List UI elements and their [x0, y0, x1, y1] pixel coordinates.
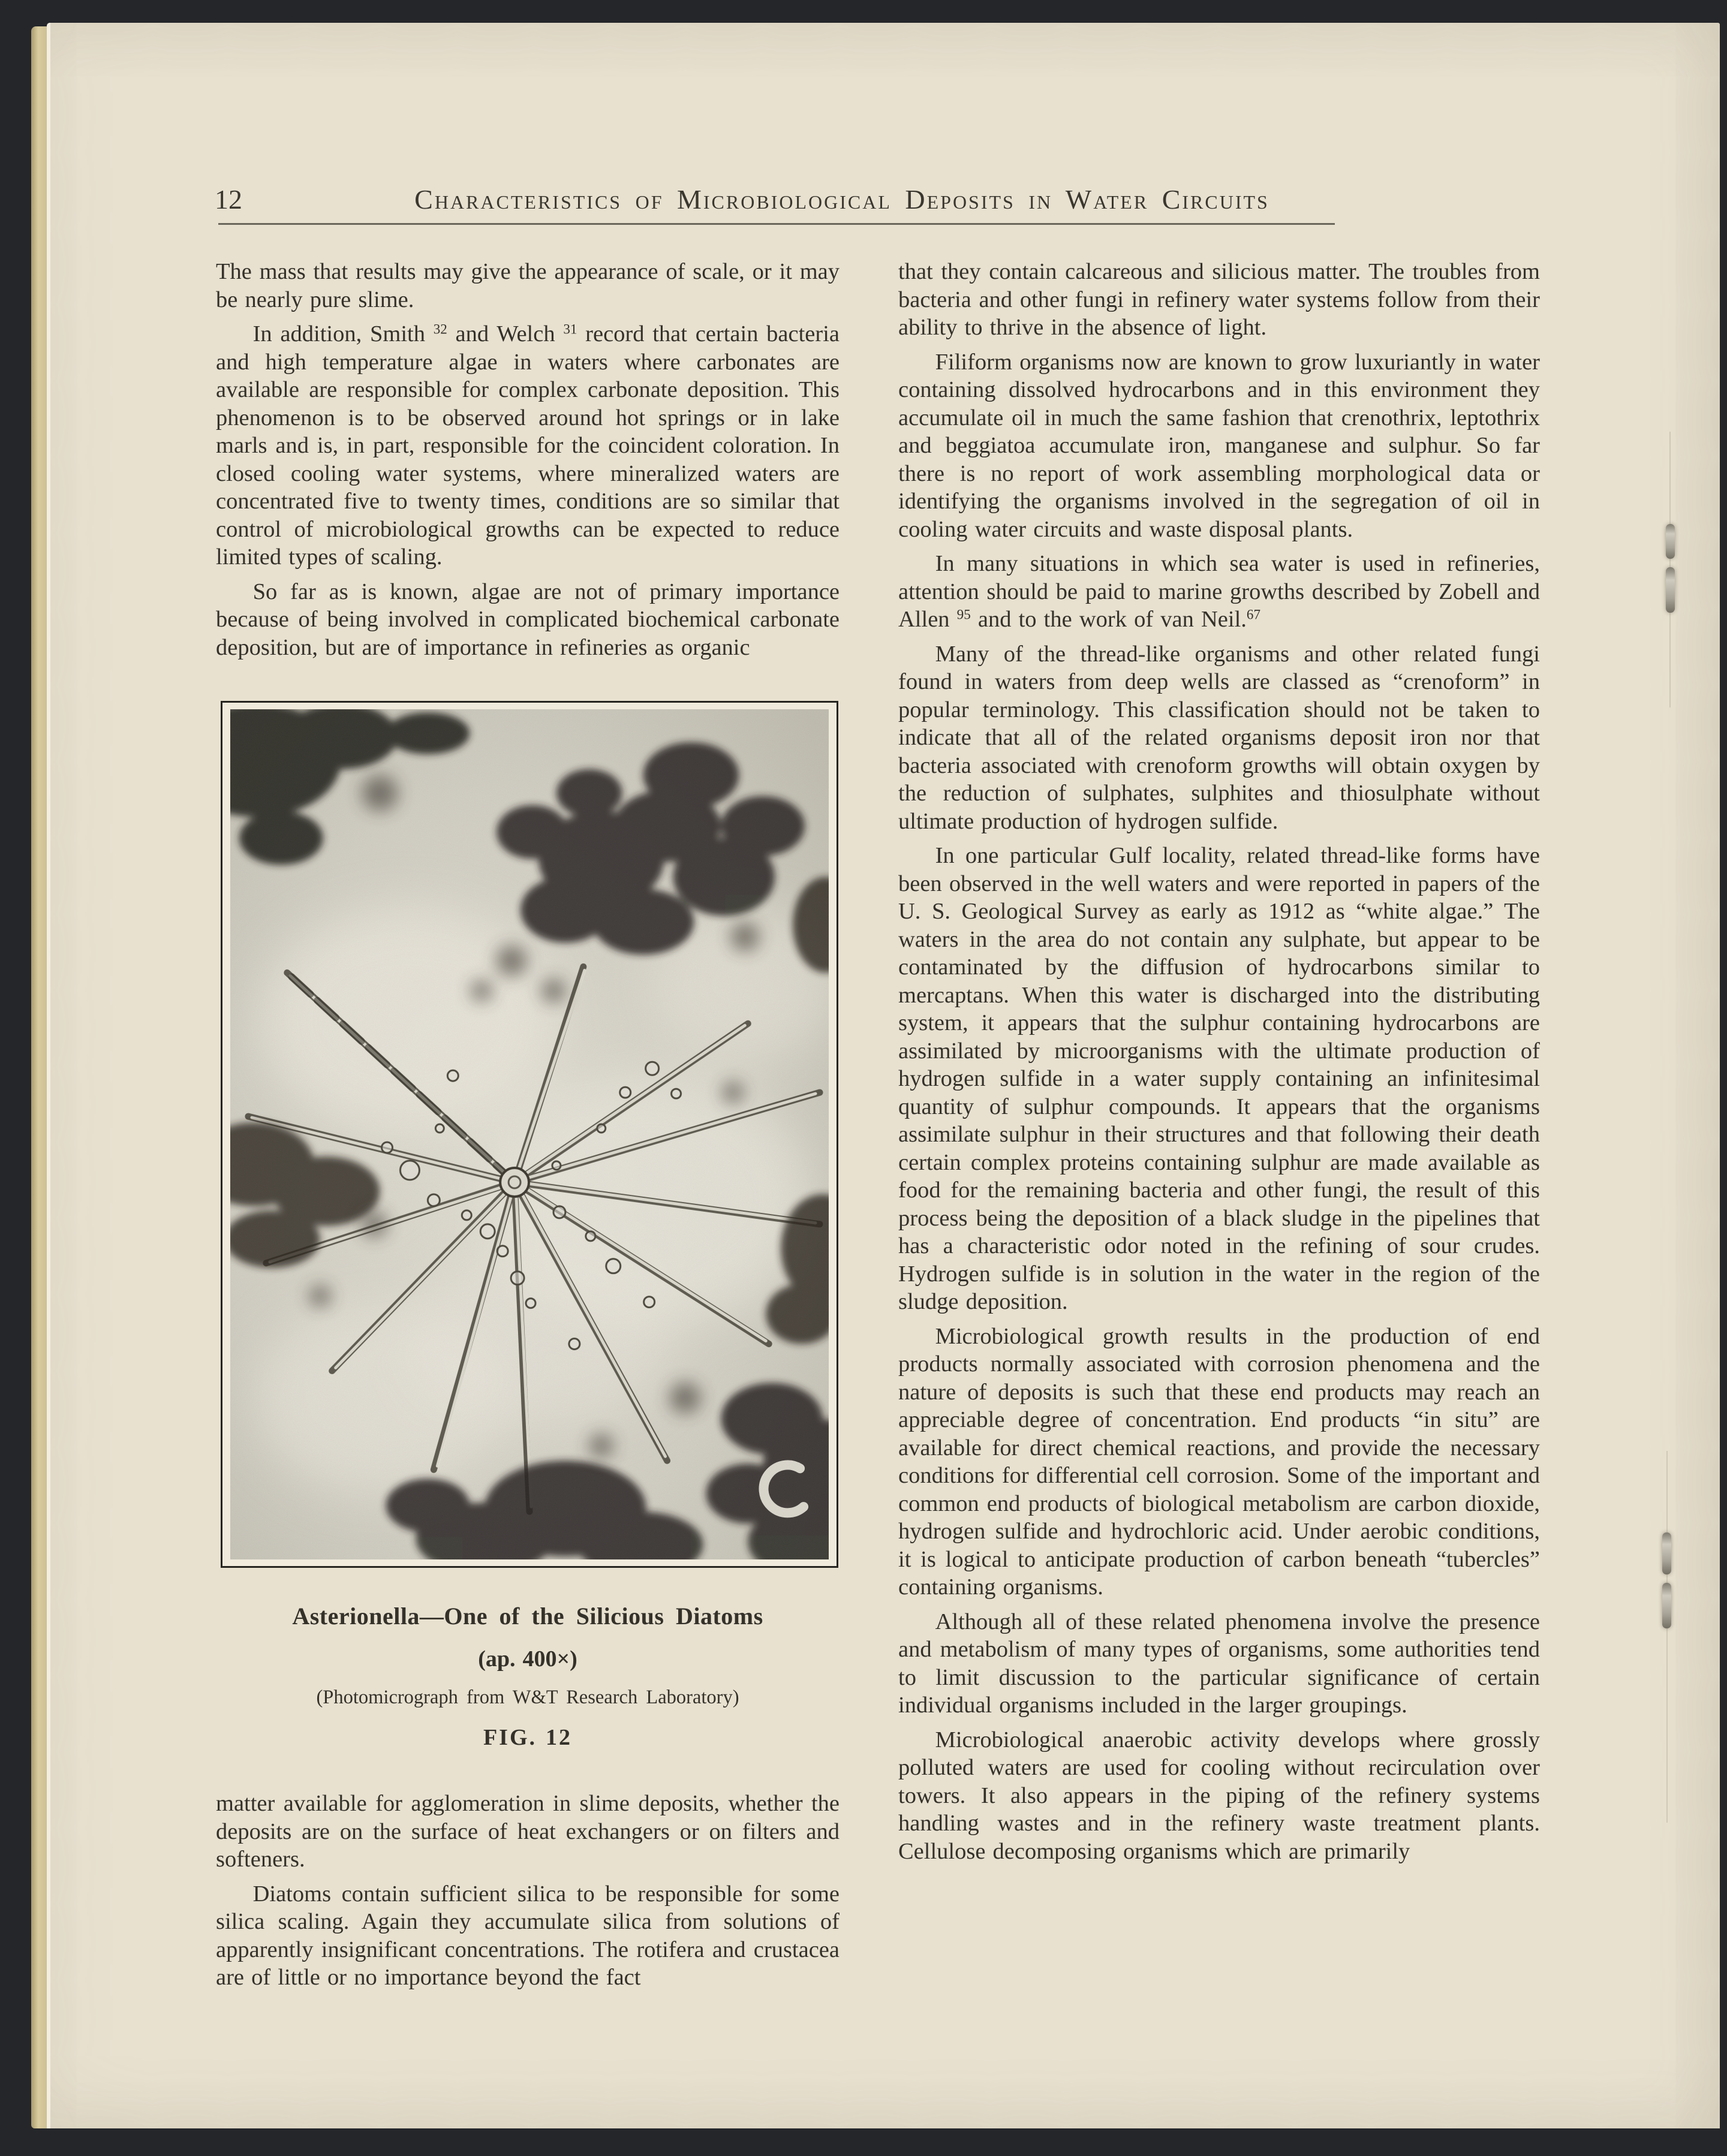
binding-crease [1666, 1451, 1668, 1823]
figure-number-label: FIG. 12 [483, 1724, 573, 1750]
figure-magnification: (ap. 400×) [478, 1646, 577, 1672]
paragraph: Although all of these related phenomena involve the presence and metabolism of many types of organisms, some authorities tend to limit discussion to the particular significance of certain individual organisms included in the larger groupings. [898, 1609, 1540, 1718]
staple-icon [1666, 524, 1675, 559]
right-text-column [898, 258, 1540, 1865]
reference-superscript: 31 [563, 321, 577, 337]
running-header-title: Characteristics of Microbiological Deposits in Water Circuits [414, 184, 1269, 215]
paragraph: The mass that results may give the appearance of scale, or it may be nearly pure slime. [216, 259, 840, 312]
reference-superscript: 95 [956, 606, 971, 622]
staple-icon [1666, 567, 1675, 613]
book-page-edge [31, 26, 47, 2128]
paragraph: So far as is known, algae are not of primary importance because of being involved in complicated biochemical carbonate deposition, but are of importance in refineries as organic [216, 579, 840, 660]
figure-caption [216, 1603, 840, 1751]
paragraph: In addition, Smith $^{32}$ and Welch $^{31}$ record that certain bacteria and high temperature algae in waters where carbonates are available are responsible for complex carbonate deposition. This phenomenon is to be observed around hot springs or in lake marls and is, in part, responsible for the coincident coloration. In closed cooling water systems, where mineralized waters are concentrated five to twenty times, conditions are so similar that control of microbiological growths can be expected to reduce limited types of scaling. [216, 321, 840, 570]
film-grain-overlay [230, 709, 829, 1559]
paragraph: Microbiological growth results in the production of end products normally associated with corrosion phenomena and the nature of deposits is such that these end products may reach an appreciable degree of concentration. End products “in situ” are available for direct chemical reactions, and provide the necessary conditions for differential cell corrosion. Some of the important and common end products of biological metabolism are carbon dioxide, hydrogen sulfide and hydrochloric acid. Under aerobic conditions, it is logical to anticipate production of carbon beneath “tubercles” containing organisms. [898, 1323, 1540, 1600]
paragraph: Many of the thread-like organisms and other related fungi found in waters from deep wells are classed as “crenoform” in popular terminology. This classification should not be taken to indicate that all of the related organisms deposit iron nor that bacteria associated with crenoform growths will obtain oxygen by the reduction of sulphates, sulphites and thiosulphate without ultimate production of hydrogen sulfide. [898, 641, 1540, 834]
paragraph: In many situations in which sea water is used in refineries, attention should be paid to marine growths described by Zobell and Allen $^{95}$ and to the work of van Neil.$^{67}$ [898, 551, 1540, 632]
paragraph: Microbiological anaerobic activity develops where grossly polluted waters are used for cooling without recirculation over towers. It also appears in the piping of the refinery systems handling wastes and in the refinery waste treatment plants. Cellulose decomposing organisms which are primarily [898, 1727, 1540, 1864]
page-number: 12 [215, 184, 242, 215]
figure-caption-title: Asterionella—One of the Silicious Diatoms [292, 1603, 763, 1630]
left-text-column [216, 258, 840, 1992]
header-rule [218, 223, 1335, 225]
asterionella-photomicrograph [230, 709, 829, 1559]
paragraph: Filiform organisms now are known to grow luxuriantly in water containing dissolved hydrocarbons and in this environment they accumulate oil in much the same fashion that crenothrix, leptothrix and beggiatoa accumulate iron, manganese and sulphur. So far there is no report of work assembling morphological data or identifying the organisms involved in the segregation of oil in cooling water circuits and waste disposal plants. [898, 349, 1540, 542]
paragraph: matter available for agglomeration in slime deposits, whether the deposits are on the surface of heat exchangers or on filters and softeners. [216, 1791, 840, 1872]
left-column-upper-paragraphs [216, 258, 840, 661]
left-column-lower-paragraphs [216, 1790, 840, 1992]
document-page [47, 23, 1720, 2128]
paragraph: that they contain calcareous and silicious matter. The troubles from bacteria and other fungi in refinery water systems follow from their ability to thrive in the absence of light. [898, 259, 1540, 340]
reference-superscript: 67 [1246, 606, 1260, 622]
staple-icon [1662, 1583, 1671, 1628]
figure-frame [221, 701, 838, 1568]
paragraph: In one particular Gulf locality, related thread-like forms have been observed in the well waters and were reported in papers of the U. S. Geological Survey as early as 1912 as “white algae.” The waters in the area do not contain any sulphate, but appear to be contaminated by the diffusion of hydrocarbons similar to mercaptans. When this water is discharged into the distributing system, it appears that the sulphur containing hydrocarbons are assimilated by microorganisms with the ultimate production of hydrogen sulfide in a water supply containing an infinitesimal quantity of sulphur compounds. It appears that the organisms assimilate sulphur in their structures and that following their death certain complex proteins containing sulphur are made available as food for the remaining bacteria and other fungi, the result of this process being the deposition of a black sludge in the pipelines that has a characteristic odor noted in the refining of sour crudes. Hydrogen sulfide is in solution in the water in the region of the sludge deposition. [898, 843, 1540, 1314]
staple-icon [1662, 1532, 1671, 1574]
paragraph: Diatoms contain sufficient silica to be responsible for some silica scaling. Again they accumulate silica from solutions of apparently insignificant concentrations. The rotifera and crustacea are of little or no importance beyond the fact [216, 1881, 840, 1990]
figure-credit: (Photomicrograph from W&T Research Laboratory) [316, 1687, 739, 1708]
reference-superscript: 32 [433, 321, 447, 337]
